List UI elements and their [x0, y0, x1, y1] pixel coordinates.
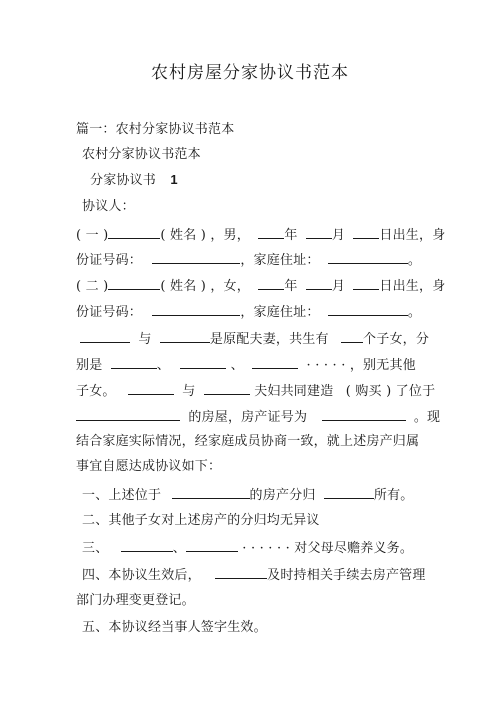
clause4-text-a: 四、本协议生效后， — [82, 568, 201, 583]
party2-year-label: 年 — [284, 279, 298, 294]
namely-text: 别是 — [76, 358, 103, 373]
now-text: 。现 — [413, 410, 441, 425]
party1-address-blank — [328, 250, 408, 264]
party2-id-blank — [152, 302, 240, 316]
subtitle: 农村分家协议书范本 — [82, 147, 201, 162]
party2-id-line — [76, 302, 421, 322]
clause1-location-blank — [172, 485, 250, 499]
party1-month-label: 月 — [331, 228, 346, 243]
parties-label: 协议人： — [82, 199, 135, 214]
document-title: 农村房屋分家协议书范本 — [151, 63, 349, 83]
body-line-4 — [76, 407, 440, 427]
builder1-blank — [128, 381, 174, 395]
clause4-blank — [215, 565, 267, 579]
party2-id-label: 份证号码： — [76, 305, 143, 320]
clause3-text: · · · · · · 对父母尽赡养义务。 — [242, 541, 414, 556]
party2-address-label: ，家庭住址： — [240, 305, 320, 320]
party1-address-label: ，家庭住址： — [240, 253, 320, 268]
clause1-text-b: 的房产分归 — [249, 488, 316, 503]
party2-gender: ( 姓名 ) ，女， — [160, 279, 250, 294]
child1-blank — [111, 355, 157, 369]
party1-line — [76, 225, 445, 245]
location-blank — [76, 407, 180, 421]
party1-month-blank — [306, 225, 332, 239]
clause-1 — [82, 485, 414, 505]
party2-month-blank — [306, 276, 332, 290]
clause-5: 五、本协议经当事人签字生效。 — [82, 620, 267, 635]
husband-blank — [80, 329, 130, 343]
clause1-text-c: 所有。 — [373, 488, 414, 503]
and-text: 与 — [138, 332, 152, 347]
party2-name-blank — [108, 276, 160, 290]
sep1: 、 — [156, 358, 170, 373]
couple-text: 是原配夫妻，共生有 — [209, 332, 329, 347]
body-line-1 — [80, 329, 429, 349]
purchase-text: ( 购买 ) 了位于 — [345, 384, 436, 399]
party2-prefix: ( 二 ) — [76, 279, 109, 294]
cert-number-blank — [322, 407, 406, 421]
doc-number: 1 — [170, 172, 178, 187]
and-text-2: 与 — [182, 384, 196, 399]
body-line-2 — [76, 355, 416, 375]
party1-id-line — [76, 250, 421, 270]
party2-birth-label: 日出生，身 — [379, 279, 446, 294]
sep2: 、 — [230, 358, 244, 373]
no-others-text: · · · · · ，别无其他 — [306, 358, 416, 373]
children-text: 个子女，分 — [363, 332, 430, 347]
built-text: 夫妇共同建造 — [254, 384, 334, 399]
body-line-5: 结合家庭实际情况，经家庭成员协商一致，就上述房产归属 — [76, 434, 420, 449]
clause3-prefix: 三、 — [82, 541, 109, 556]
body-line-6: 事宜自愿达成协议如下： — [76, 459, 222, 474]
party1-name-blank — [108, 225, 160, 239]
children-count-blank — [341, 329, 363, 343]
section-heading: 篇一：农村分家协议书范本 — [76, 122, 235, 137]
child3-blank — [252, 355, 298, 369]
children-end-text: 子女。 — [76, 384, 116, 399]
party2-year-blank — [258, 276, 284, 290]
child2-blank — [180, 355, 226, 369]
clause-4-cont: 部门办理变更登记。 — [76, 593, 195, 608]
party1-prefix: ( 一 ) — [76, 228, 109, 243]
clause3-blank-1 — [121, 538, 173, 552]
clause-2: 二、其他子女对上述房产的分归均无异议 — [82, 513, 320, 528]
builder2-blank — [204, 381, 250, 395]
party1-end: 。 — [407, 253, 422, 268]
party1-year-blank — [258, 225, 284, 239]
party2-day-blank — [353, 276, 379, 290]
party2-line — [76, 276, 445, 296]
doc-name-text: 分家协议书 — [90, 173, 157, 188]
party2-address-blank — [328, 302, 408, 316]
clause1-owner-blank — [324, 485, 374, 499]
party1-day-blank — [353, 225, 379, 239]
party1-year-label: 年 — [284, 228, 298, 243]
clause4-text-b: 及时持相关手续去房产管理 — [267, 568, 426, 583]
wife-blank — [160, 329, 210, 343]
clause-4 — [82, 565, 426, 585]
clause3-blank-2 — [186, 538, 238, 552]
party1-id-label: 份证号码： — [76, 253, 143, 268]
doc-name — [90, 171, 178, 190]
body-line-3 — [76, 381, 435, 401]
party2-month-label: 月 — [331, 279, 346, 294]
party1-birth-label: 日出生，身 — [379, 228, 446, 243]
clause3-sep: 、 — [172, 541, 186, 556]
clause1-text-a: 一、上述位于 — [82, 488, 162, 503]
house-cert-text: 的房屋，房产证号为 — [188, 410, 308, 425]
party1-gender: ( 姓名 ) ，男， — [160, 228, 250, 243]
party2-end: 。 — [407, 305, 422, 320]
clause-3 — [82, 538, 413, 558]
party1-id-blank — [152, 250, 240, 264]
